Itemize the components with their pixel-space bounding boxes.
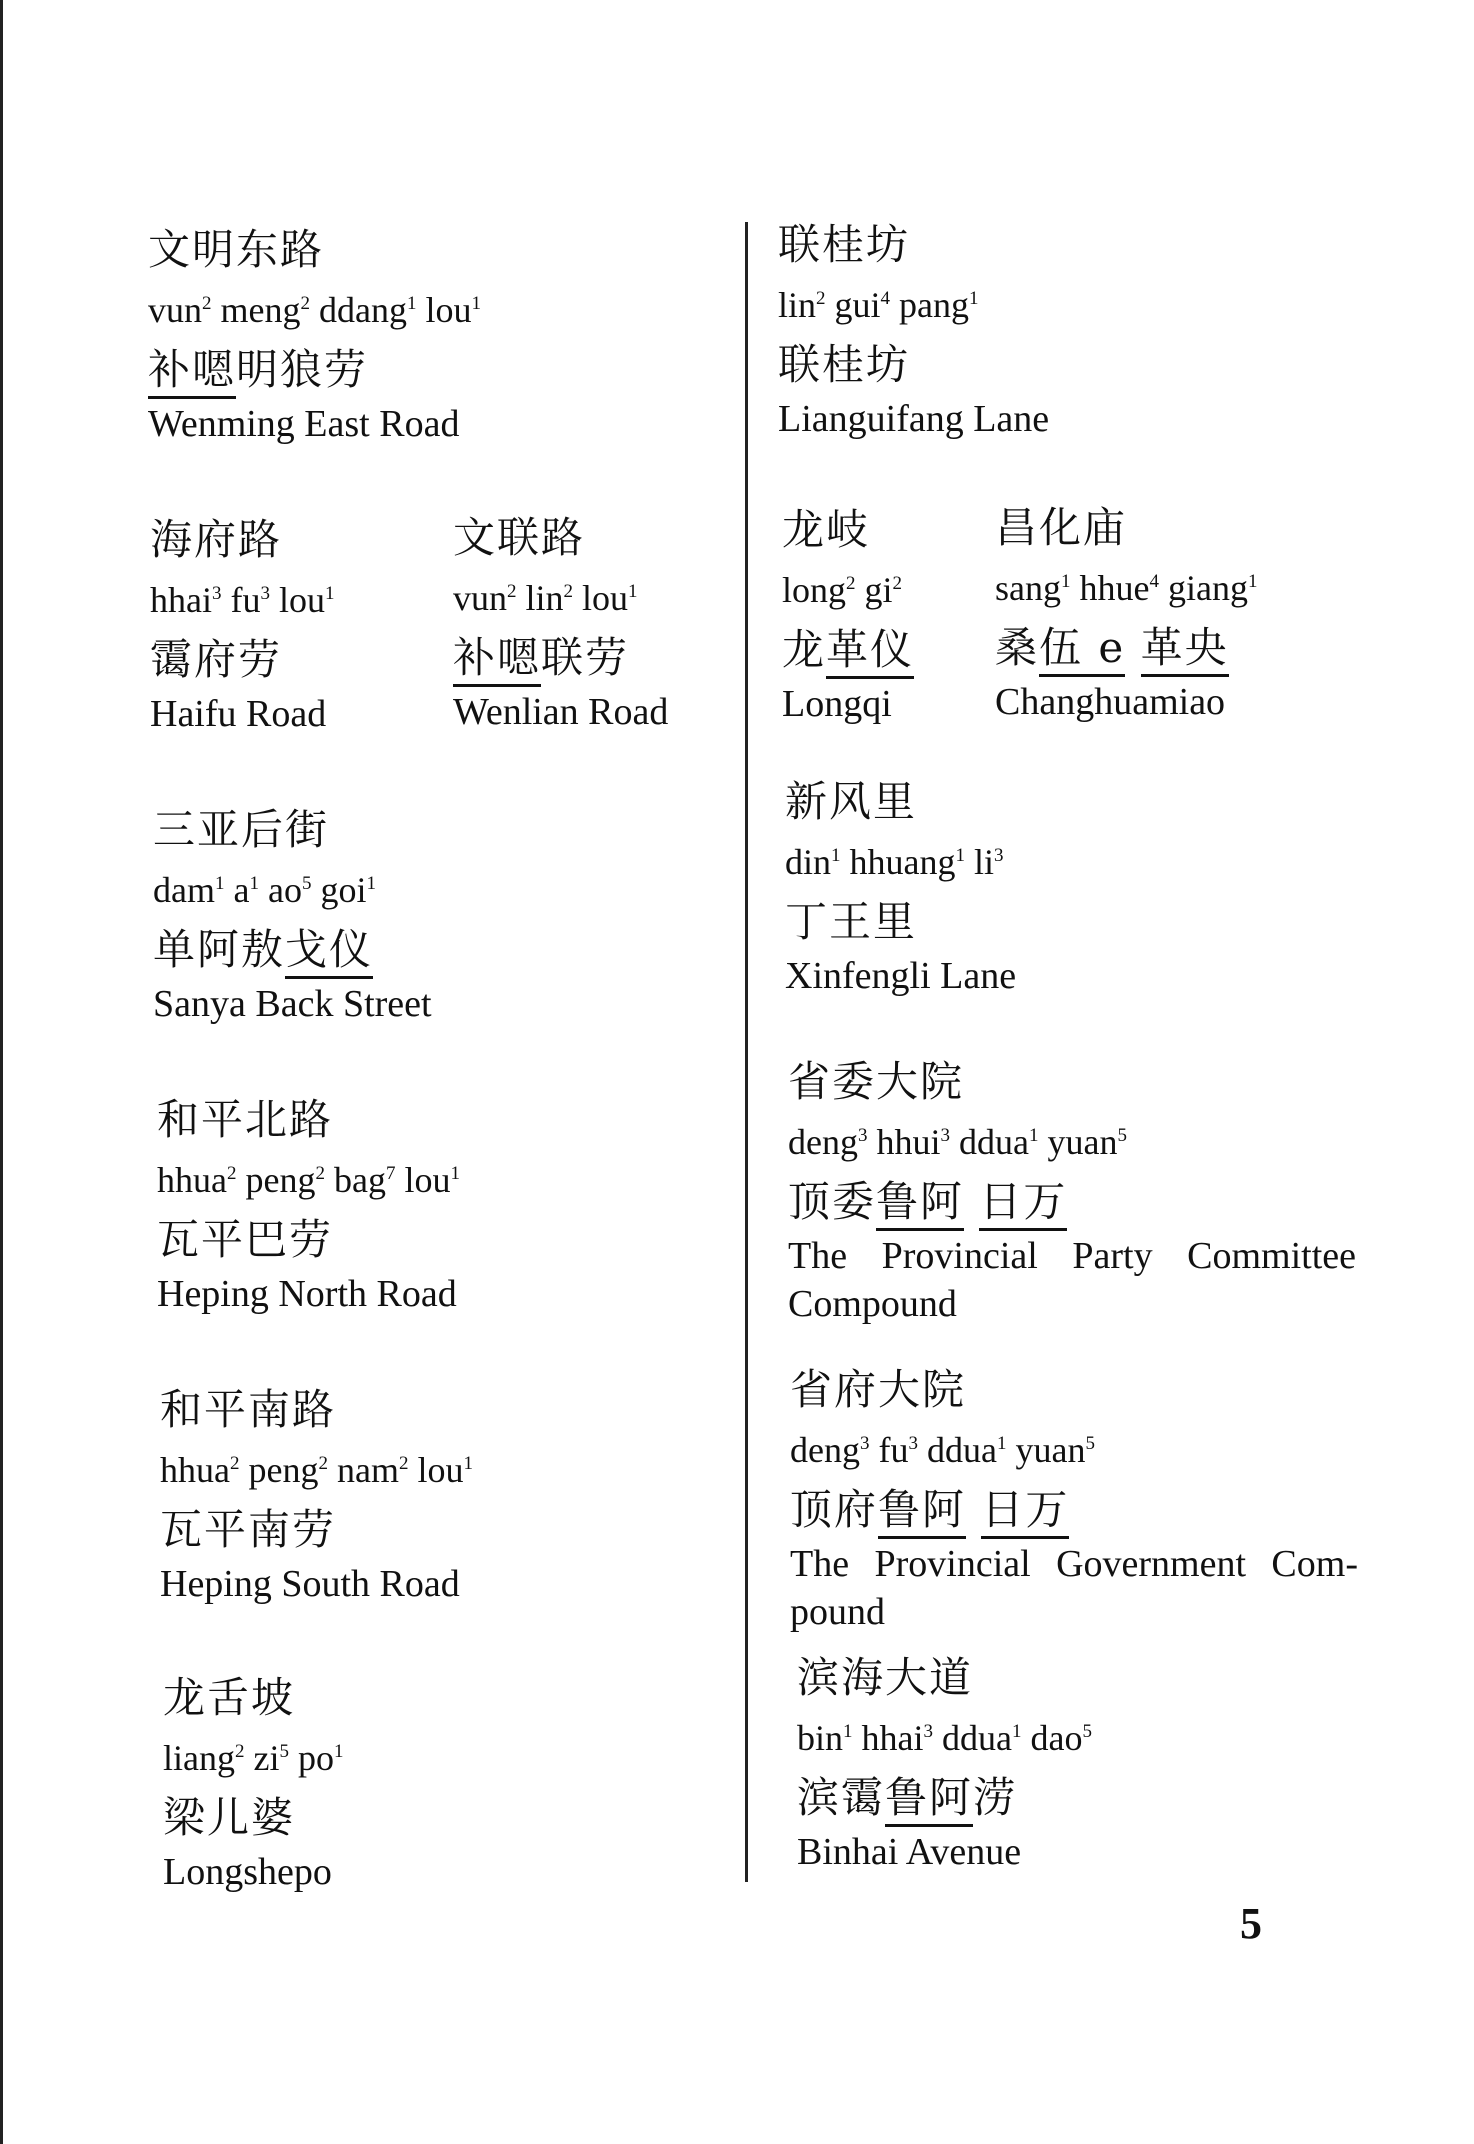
tone-number: 2 <box>563 581 574 602</box>
tone-number: 7 <box>385 1163 396 1184</box>
syllable: vun <box>453 578 507 618</box>
syllable: deng <box>788 1122 858 1162</box>
underlined-segment: 鲁阿 <box>878 1485 966 1539</box>
entry-chinese-name: 联桂坊 <box>778 220 911 269</box>
entry-romanization <box>148 280 728 340</box>
entry-dialect-spelling <box>153 920 733 980</box>
syllable: hhue <box>1079 568 1150 608</box>
underlined-segment: 革仪 <box>826 625 914 679</box>
tone-number: 1 <box>996 1433 1007 1454</box>
dialect-segment: 顶委 <box>788 1177 877 1226</box>
tone-number: 1 <box>249 873 259 894</box>
tone-number: 1 <box>831 845 841 866</box>
syllable: lou <box>404 1160 451 1200</box>
tone-number: 1 <box>366 873 376 894</box>
tone-number: 2 <box>398 1453 409 1474</box>
syllable: lou <box>417 1450 464 1490</box>
entry-heping-north-road <box>157 1090 737 1318</box>
syllable: lou <box>278 580 325 620</box>
tone-number: 1 <box>406 293 417 314</box>
syllable: deng <box>790 1430 860 1470</box>
underlined-segment: 鲁阿 <box>876 1177 964 1231</box>
entry-wenming-east-road <box>148 220 728 448</box>
tone-number: 2 <box>315 1163 325 1184</box>
syllable: bin <box>797 1718 844 1758</box>
entry-english-name: Longqi <box>782 683 892 725</box>
syllable: fu <box>230 580 261 620</box>
tone-number: 1 <box>628 581 638 602</box>
entry-english-name: Wenming East Road <box>148 403 460 445</box>
entry-lianguifang-lane <box>778 215 1378 443</box>
dialect-segment <box>964 1177 979 1226</box>
tone-number: 5 <box>279 1741 289 1762</box>
tone-number: 3 <box>211 583 222 604</box>
tone-number: 4 <box>880 288 891 309</box>
entry-chinese-name: 文联路 <box>453 513 586 562</box>
tone-number: 2 <box>846 573 856 594</box>
entry-chinese-name: 龙岐 <box>782 505 871 554</box>
column-divider <box>745 222 748 1882</box>
entry-chinese-name: 三亚后街 <box>153 805 330 854</box>
dialect-segment: 瓦平巴劳 <box>157 1215 334 1264</box>
tone-number: 1 <box>1028 1125 1039 1146</box>
entry-english-name: Sanya Back Street <box>153 983 432 1025</box>
entry-chinese-name: 省委大院 <box>788 1057 965 1106</box>
entry-english-name: The Provincial Government Com-pound <box>790 1543 1358 1633</box>
entry-chinese-name: 昌化庙 <box>995 503 1128 552</box>
syllable: ddua <box>942 1718 1012 1758</box>
dialect-segment: 滨霭 <box>797 1773 886 1822</box>
dialect-segment: 桑 <box>995 623 1040 672</box>
syllable: hhua <box>157 1160 227 1200</box>
syllable: din <box>785 842 832 882</box>
entry-dialect-spelling <box>778 335 1378 395</box>
entry-chinese-name: 和平南路 <box>160 1385 337 1434</box>
entry-romanization <box>157 1150 737 1210</box>
syllable: hhai <box>150 580 212 620</box>
tone-number: 1 <box>325 583 335 604</box>
dialect-segment: 联桂坊 <box>778 340 911 389</box>
tone-number: 2 <box>229 1453 240 1474</box>
entry-english-name: Heping South Road <box>160 1563 460 1605</box>
dialect-segment <box>966 1485 981 1534</box>
syllable: peng <box>248 1450 319 1490</box>
entry-dialect-spelling <box>995 618 1375 678</box>
tone-number: 3 <box>859 1433 870 1454</box>
syllable: ddua <box>926 1430 997 1470</box>
entry-dialect-spelling <box>163 1788 743 1848</box>
syllable: lou <box>425 290 472 330</box>
entry-romanization <box>782 560 982 620</box>
entry-romanization <box>453 568 743 628</box>
page-number: 5 <box>1240 1899 1262 1948</box>
entry-dialect-spelling <box>788 1172 1356 1232</box>
syllable: hhuang <box>849 842 956 882</box>
syllable: lin <box>778 285 817 325</box>
entry-dialect-spelling <box>150 630 440 690</box>
tone-number: 5 <box>1117 1125 1127 1146</box>
tone-number: 2 <box>202 293 212 314</box>
underlined-segment: 革央 <box>1141 623 1229 677</box>
syllable: zi <box>253 1738 280 1778</box>
entry-changhuamiao <box>995 498 1375 726</box>
entry-english-name: Heping North Road <box>157 1273 457 1315</box>
tone-number: 1 <box>1247 571 1258 592</box>
tone-number: 2 <box>226 1163 237 1184</box>
entry-english-name: Lianguifang Lane <box>778 398 1050 440</box>
entry-dialect-spelling <box>797 1768 1397 1828</box>
dialect-segment: 明狼劳 <box>236 345 369 394</box>
syllable: ddua <box>959 1122 1029 1162</box>
entry-english-name: Haifu Road <box>150 693 327 735</box>
syllable: meng <box>220 290 301 330</box>
syllable: giang <box>1167 568 1248 608</box>
entry-provincial-government-compound <box>790 1360 1358 1636</box>
dialect-segment: 单阿敖 <box>153 925 286 974</box>
syllable: gi <box>864 570 893 610</box>
entry-sanya-back-street <box>153 800 733 1028</box>
tone-number: 3 <box>857 1125 868 1146</box>
syllable: lou <box>582 578 629 618</box>
dialect-segment: 霭府劳 <box>150 635 283 684</box>
entry-romanization <box>160 1440 740 1500</box>
tone-number: 1 <box>843 1721 853 1742</box>
tone-number: 3 <box>940 1125 950 1146</box>
syllable: long <box>782 570 847 610</box>
syllable: hhui <box>876 1122 941 1162</box>
entry-wenlian-road <box>453 508 743 736</box>
entry-chinese-name: 新风里 <box>785 777 918 826</box>
entry-romanization <box>995 558 1375 618</box>
entry-heping-south-road <box>160 1380 740 1608</box>
syllable: gui <box>834 285 881 325</box>
tone-number: 1 <box>463 1453 473 1474</box>
entry-chinese-name: 和平北路 <box>157 1095 334 1144</box>
syllable: goi <box>320 870 367 910</box>
tone-number: 1 <box>214 873 225 894</box>
dialect-segment: 龙 <box>782 625 827 674</box>
entry-dialect-spelling <box>148 340 728 400</box>
dialect-segment: 顶府 <box>790 1485 879 1534</box>
tone-number: 1 <box>1061 571 1071 592</box>
entry-english-name: Xinfengli Lane <box>785 955 1017 997</box>
underlined-segment: 戈仪 <box>285 925 373 979</box>
tone-number: 5 <box>1082 1721 1092 1742</box>
entry-english-name: Binhai Avenue <box>797 1831 1022 1873</box>
syllable: ddang <box>318 290 407 330</box>
syllable: fu <box>878 1430 909 1470</box>
syllable: vun <box>148 290 202 330</box>
underlined-segment: 日万 <box>979 1177 1067 1231</box>
entry-romanization <box>778 275 1378 335</box>
tone-number: 1 <box>450 1163 460 1184</box>
entry-dialect-spelling <box>160 1500 740 1560</box>
tone-number: 1 <box>471 293 481 314</box>
entry-english-name: Longshepo <box>163 1851 332 1893</box>
syllable: li <box>974 842 995 882</box>
syllable: peng <box>245 1160 316 1200</box>
entry-chinese-name: 滨海大道 <box>797 1653 974 1702</box>
dialect-segment: 联劳 <box>541 633 630 682</box>
entry-romanization <box>785 832 1385 892</box>
entry-english-name: Changhuamiao <box>995 681 1226 723</box>
entry-dialect-spelling <box>782 620 982 680</box>
underlined-segment: 补嗯 <box>148 345 236 399</box>
entry-xinfengli-lane <box>785 772 1385 1000</box>
underlined-segment: 伍 e <box>1039 623 1125 677</box>
entry-romanization <box>150 570 440 630</box>
tone-number: 1 <box>955 845 965 866</box>
tone-number: 2 <box>816 288 826 309</box>
entry-chinese-name: 海府路 <box>150 515 283 564</box>
underlined-segment: 鲁阿 <box>885 1773 973 1827</box>
dialect-segment <box>1125 623 1140 672</box>
tone-number: 2 <box>318 1453 328 1474</box>
entry-romanization <box>797 1708 1397 1768</box>
syllable: po <box>297 1738 334 1778</box>
entry-dialect-spelling <box>785 892 1385 952</box>
entry-dialect-spelling <box>453 628 743 688</box>
syllable: hhua <box>160 1450 230 1490</box>
entry-haifu-road <box>150 510 440 738</box>
syllable: dam <box>153 870 215 910</box>
entry-chinese-name: 龙舌坡 <box>163 1673 296 1722</box>
syllable: bag <box>333 1160 386 1200</box>
tone-number: 3 <box>908 1433 918 1454</box>
entry-romanization <box>163 1728 743 1788</box>
syllable: ao <box>267 870 302 910</box>
page-edge-line <box>0 0 3 2144</box>
dialect-segment: 梁儿婆 <box>163 1793 296 1842</box>
entry-chinese-name: 省府大院 <box>790 1365 967 1414</box>
entry-dialect-spelling <box>157 1210 737 1270</box>
tone-number: 1 <box>1011 1721 1022 1742</box>
syllable: sang <box>995 568 1061 608</box>
tone-number: 3 <box>994 845 1004 866</box>
tone-number: 1 <box>333 1741 344 1762</box>
underlined-segment: 补嗯 <box>453 633 541 687</box>
underlined-segment: 日万 <box>981 1485 1069 1539</box>
dialect-segment: 瓦平南劳 <box>160 1505 337 1554</box>
syllable: pang <box>899 285 970 325</box>
entry-longshepo <box>163 1668 743 1896</box>
dialect-segment: 涝 <box>973 1773 1018 1822</box>
tone-number: 5 <box>301 873 312 894</box>
entry-english-name: Wenlian Road <box>453 691 669 733</box>
syllable: nam <box>336 1450 399 1490</box>
syllable: a <box>233 870 250 910</box>
entry-romanization <box>788 1112 1356 1172</box>
entry-longqi <box>782 500 982 728</box>
dialect-segment: 丁王里 <box>785 897 918 946</box>
tone-number: 2 <box>507 581 517 602</box>
entry-provincial-party-committee-compound <box>788 1052 1356 1328</box>
tone-number: 2 <box>234 1741 245 1762</box>
tone-number: 4 <box>1149 571 1159 592</box>
entry-dialect-spelling <box>790 1480 1358 1540</box>
syllable: yuan <box>1015 1430 1086 1470</box>
tone-number: 3 <box>923 1721 933 1742</box>
entry-english-name: The Provincial Party Committee Compound <box>788 1235 1356 1325</box>
entry-romanization <box>790 1420 1358 1480</box>
tone-number: 1 <box>969 288 979 309</box>
entry-romanization <box>153 860 733 920</box>
syllable: hhai <box>861 1718 924 1758</box>
syllable: liang <box>163 1738 235 1778</box>
entry-binhai-avenue <box>797 1648 1397 1876</box>
tone-number: 5 <box>1085 1433 1095 1454</box>
syllable: yuan <box>1047 1122 1118 1162</box>
tone-number: 2 <box>300 293 310 314</box>
syllable: lin <box>525 578 564 618</box>
tone-number: 2 <box>892 573 903 594</box>
syllable: dao <box>1030 1718 1083 1758</box>
entry-chinese-name: 文明东路 <box>148 225 325 274</box>
tone-number: 3 <box>260 583 270 604</box>
